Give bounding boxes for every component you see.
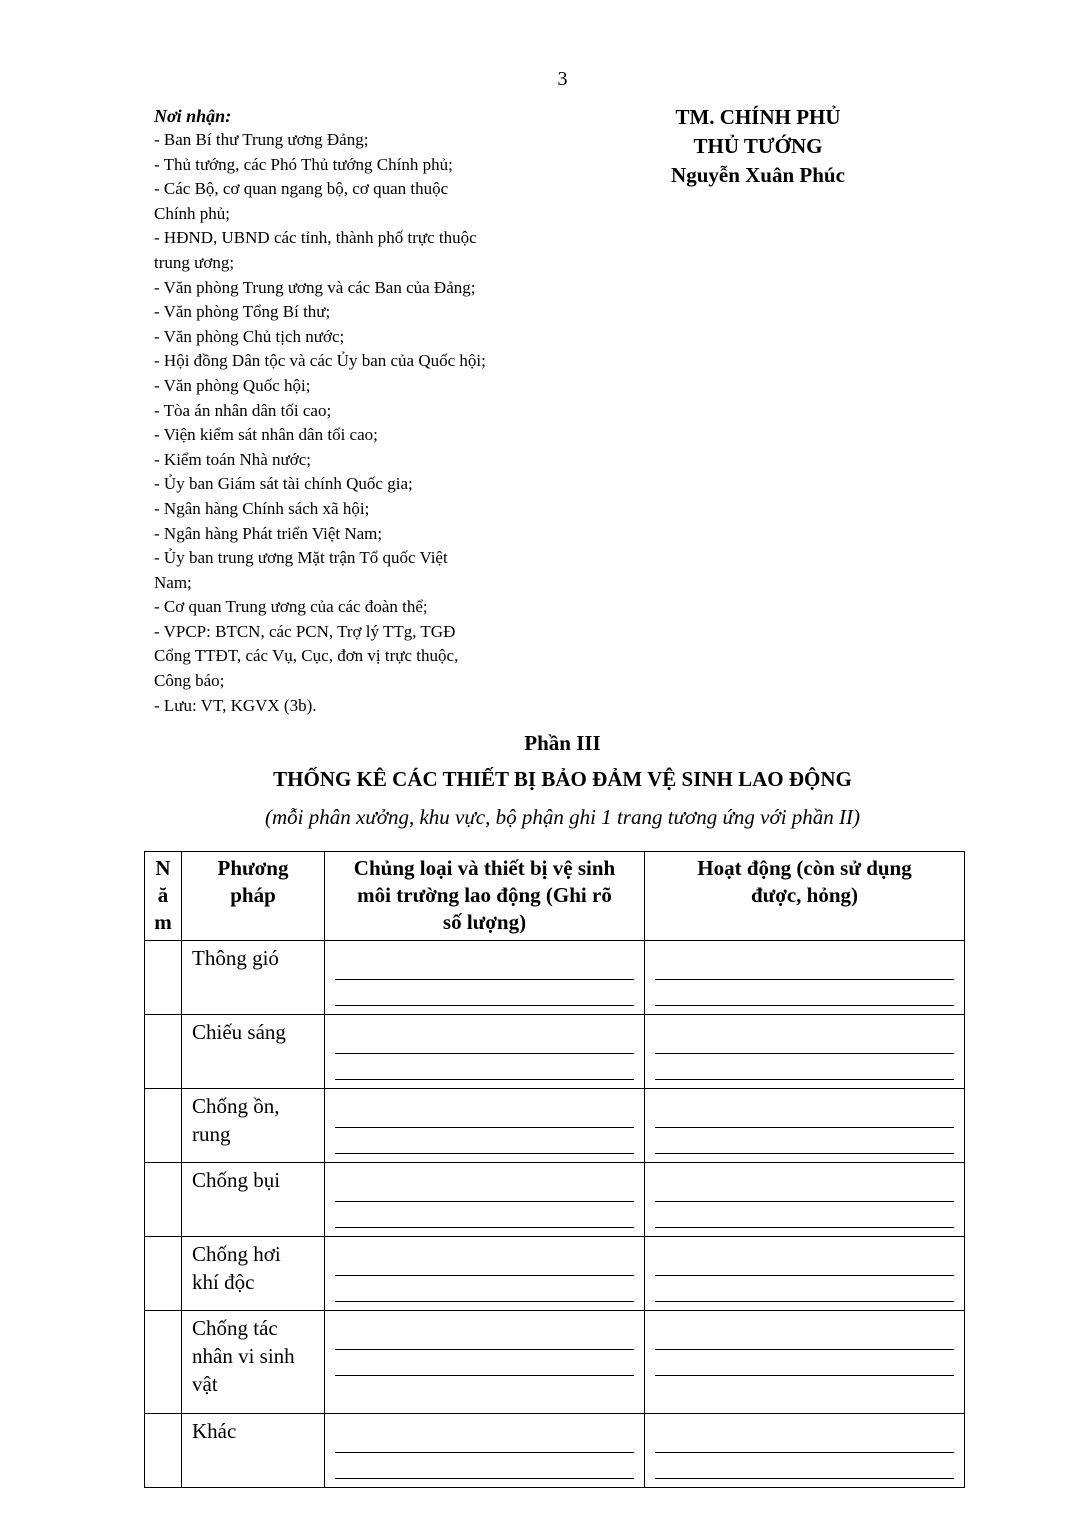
status-cell[interactable] (645, 1163, 965, 1237)
fill-in-line[interactable] (655, 1054, 954, 1080)
status-cell[interactable] (645, 1089, 965, 1163)
status-cell[interactable] (645, 1414, 965, 1488)
fill-in-line[interactable] (655, 1028, 954, 1054)
signature-block (600, 103, 916, 190)
recipient-line: - Kiểm toán Nhà nước; (154, 449, 311, 469)
method-cell (182, 1237, 325, 1311)
fill-in-line[interactable] (335, 1276, 634, 1302)
header-year-line: N (155, 856, 171, 880)
fill-in-line[interactable] (655, 980, 954, 1006)
recipient-line: Chính phủ; (154, 203, 231, 223)
header-method (182, 852, 325, 941)
recipient-line: - Cơ quan Trung ương của các đoàn thể; (154, 597, 428, 617)
fill-in-line[interactable] (655, 1350, 954, 1376)
table-header-row (145, 852, 965, 941)
year-cell[interactable] (145, 1311, 182, 1414)
table-row (145, 1015, 965, 1089)
recipient-line: - Hội đồng Dân tộc và các Ủy ban của Quốc hội; (154, 351, 486, 371)
header-status (645, 852, 965, 941)
status-cell[interactable] (645, 941, 965, 1015)
equipment-cell[interactable] (325, 1163, 645, 1237)
equipment-cell[interactable] (325, 1237, 645, 1311)
table-row (145, 1237, 965, 1311)
equipment-cell[interactable] (325, 941, 645, 1015)
header-status-line: được, hỏng) (750, 883, 859, 907)
section-subtitle: (mỗi phân xưởng, khu vực, bộ phận ghi 1 trang tương ứng với phần II) (264, 805, 861, 829)
recipient-line: - Lưu: VT, KGVX (3b). (154, 695, 317, 715)
method-line: khí độc (192, 1270, 255, 1294)
recipient-line: Cổng TTĐT, các Vụ, Cục, đơn vị trực thuộc, (154, 646, 459, 666)
method-cell (182, 1311, 325, 1414)
equipment-cell[interactable] (325, 1311, 645, 1414)
section-heading: Phần III (524, 731, 601, 755)
status-cell[interactable] (645, 1015, 965, 1089)
method-line: Chiếu sáng (192, 1020, 286, 1044)
recipient-line: - Thủ tướng, các Phó Thủ tướng Chính phủ; (154, 154, 453, 174)
fill-in-line[interactable] (655, 1250, 954, 1276)
year-cell[interactable] (145, 1237, 182, 1311)
recipient-line: Nam; (154, 572, 192, 592)
recipient-line: - Ban Bí thư Trung ương Đảng; (154, 130, 369, 149)
recipient-line: - Văn phòng Trung ương và các Ban của Đảng; (154, 277, 476, 297)
fill-in-line[interactable] (655, 1453, 954, 1479)
recipient-line: - Văn phòng Quốc hội; (154, 375, 311, 395)
fill-in-line[interactable] (655, 1324, 954, 1350)
recipient-line: - VPCP: BTCN, các PCN, Trợ lý TTg, TGĐ (154, 621, 456, 641)
header-year-line: ă (157, 883, 169, 907)
recipient-line: - Ủy ban Giám sát tài chính Quốc gia; (154, 474, 413, 494)
fill-in-line[interactable] (335, 1427, 634, 1453)
fill-in-line[interactable] (655, 1176, 954, 1202)
fill-in-line[interactable] (335, 1250, 634, 1276)
recipient-line: - Văn phòng Chủ tịch nước; (154, 326, 345, 346)
equipment-cell[interactable] (325, 1414, 645, 1488)
recipients-list (154, 128, 554, 718)
equipment-statistics-table (144, 851, 965, 1488)
status-cell[interactable] (645, 1311, 965, 1414)
table-row (145, 1163, 965, 1237)
method-line: Chống tác (192, 1316, 278, 1340)
fill-in-line[interactable] (335, 954, 634, 980)
fill-in-line[interactable] (335, 980, 634, 1006)
method-line: nhân vi sinh (192, 1344, 295, 1368)
equipment-cell[interactable] (325, 1015, 645, 1089)
recipient-line: - HĐND, UBND các tỉnh, thành phố trực thuộc (154, 228, 477, 248)
recipient-line: trung ương; (154, 252, 235, 272)
fill-in-line[interactable] (655, 954, 954, 980)
table-row (145, 1089, 965, 1163)
signer-name: Nguyễn Xuân Phúc (671, 163, 845, 187)
header-equipment-line: số lượng) (442, 910, 527, 934)
year-cell[interactable] (145, 1089, 182, 1163)
signature-title: THỦ TƯỚNG (693, 134, 823, 158)
method-line: vật (192, 1372, 218, 1396)
table-row (145, 1414, 965, 1488)
recipient-line: - Ngân hàng Chính sách xã hội; (154, 498, 370, 518)
method-line: Chống ồn, (192, 1094, 280, 1118)
method-line: Thông gió (192, 946, 279, 970)
header-equipment-line: môi trường lao động (Ghi rõ (357, 883, 612, 907)
fill-in-line[interactable] (655, 1276, 954, 1302)
recipient-line: - Tòa án nhân dân tối cao; (154, 400, 332, 420)
fill-in-line[interactable] (335, 1350, 634, 1376)
method-line: rung (192, 1122, 231, 1146)
method-cell (182, 1015, 325, 1089)
year-cell[interactable] (145, 1414, 182, 1488)
method-line: Khác (192, 1419, 237, 1443)
signature-org: TM. CHÍNH PHỦ (675, 105, 841, 129)
year-cell[interactable] (145, 1015, 182, 1089)
fill-in-line[interactable] (335, 1324, 634, 1350)
fill-in-line[interactable] (655, 1102, 954, 1128)
header-method-line: Phương (217, 856, 289, 880)
page-number: 3 (557, 68, 568, 90)
header-year (145, 852, 182, 941)
equipment-cell[interactable] (325, 1089, 645, 1163)
year-cell[interactable] (145, 1163, 182, 1237)
section-title: THỐNG KÊ CÁC THIẾT BỊ BẢO ĐẢM VỆ SINH LAO ĐỘNG (273, 767, 852, 791)
fill-in-line[interactable] (655, 1202, 954, 1228)
method-cell (182, 941, 325, 1015)
recipient-line: Công báo; (154, 671, 225, 691)
recipient-line: - Ngân hàng Phát triển Việt Nam; (154, 523, 383, 543)
fill-in-line[interactable] (335, 1054, 634, 1080)
fill-in-line[interactable] (335, 1453, 634, 1479)
fill-in-line[interactable] (335, 1176, 634, 1202)
fill-in-line[interactable] (335, 1028, 634, 1054)
fill-in-line[interactable] (655, 1427, 954, 1453)
table-row (145, 941, 965, 1015)
method-cell (182, 1414, 325, 1488)
fill-in-line[interactable] (655, 1128, 954, 1154)
header-year-line: m (154, 910, 172, 934)
fill-in-line[interactable] (335, 1202, 634, 1228)
method-line: Chống bụi (192, 1168, 281, 1192)
recipient-line: - Viện kiểm sát nhân dân tối cao; (154, 425, 378, 445)
fill-in-line[interactable] (335, 1128, 634, 1154)
recipients-title: Nơi nhận: (154, 106, 232, 126)
method-cell (182, 1089, 325, 1163)
header-method-line: pháp (230, 883, 276, 907)
fill-in-line[interactable] (335, 1102, 634, 1128)
method-cell (182, 1163, 325, 1237)
header-status-line: Hoạt động (còn sử dụng (697, 856, 912, 880)
recipient-line: - Ủy ban trung ương Mặt trận Tổ quốc Việt (154, 548, 448, 568)
recipient-line: - Văn phòng Tổng Bí thư; (154, 302, 331, 322)
table-row (145, 1311, 965, 1414)
status-cell[interactable] (645, 1237, 965, 1311)
header-equipment (325, 852, 645, 941)
year-cell[interactable] (145, 941, 182, 1015)
recipient-line: - Các Bộ, cơ quan ngang bộ, cơ quan thuộc (154, 179, 449, 199)
recipients-block (154, 104, 554, 718)
method-line: Chống hơi (192, 1242, 281, 1266)
header-equipment-line: Chủng loại và thiết bị vệ sinh (353, 856, 616, 880)
